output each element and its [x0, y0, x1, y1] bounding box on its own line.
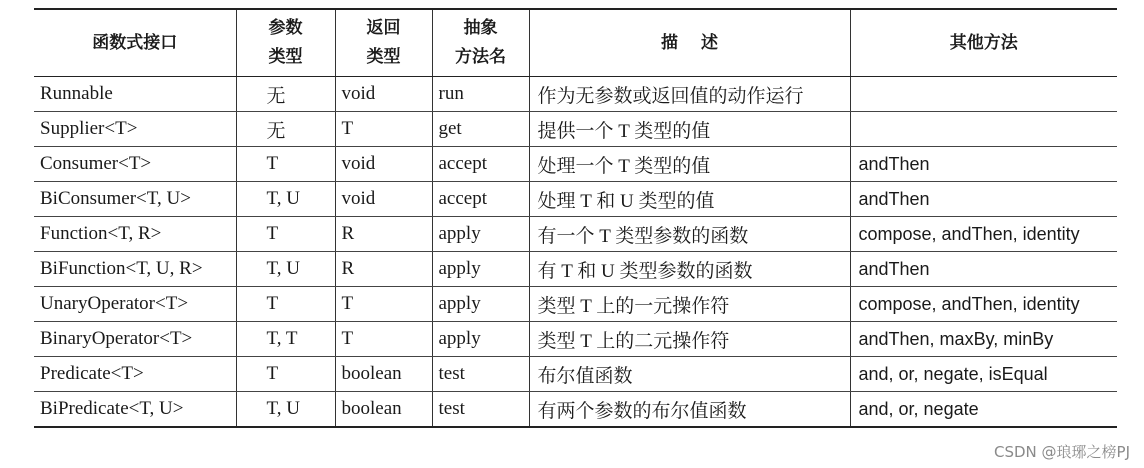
header-description: 描 述 — [529, 9, 850, 77]
table-row — [34, 287, 1117, 322]
functional-interfaces-table-container — [34, 8, 1117, 428]
cell-interface: BiFunction<T, U, R> — [34, 252, 236, 287]
cell-params: T — [236, 217, 335, 252]
cell-other: andThen — [850, 182, 1117, 217]
cell-interface: Predicate<T> — [34, 357, 236, 392]
cell-params: T — [236, 287, 335, 322]
cell-method: apply — [432, 252, 529, 287]
header-return-type: 返回 类型 — [335, 9, 432, 77]
table-row — [34, 147, 1117, 182]
cell-interface: BiPredicate<T, U> — [34, 392, 236, 428]
cell-method: apply — [432, 217, 529, 252]
cell-interface: UnaryOperator<T> — [34, 287, 236, 322]
table-row — [34, 322, 1117, 357]
table-row — [34, 357, 1117, 392]
cell-return: T — [335, 287, 432, 322]
cell-params: T, U — [236, 252, 335, 287]
header-abstract-method: 抽象 方法名 — [432, 9, 529, 77]
header-interface: 函数式接口 — [34, 9, 236, 77]
functional-interfaces-table — [34, 8, 1117, 428]
cell-method: get — [432, 112, 529, 147]
cell-return: void — [335, 182, 432, 217]
cell-other: andThen — [850, 147, 1117, 182]
table-row — [34, 77, 1117, 112]
cell-description: 有 T 和 U 类型参数的函数 — [529, 252, 850, 287]
cell-return: void — [335, 147, 432, 182]
cell-other: and, or, negate, isEqual — [850, 357, 1117, 392]
cell-description: 处理一个 T 类型的值 — [529, 147, 850, 182]
cell-method: test — [432, 392, 529, 428]
cell-description: 布尔值函数 — [529, 357, 850, 392]
cell-params: T, U — [236, 182, 335, 217]
cell-return: boolean — [335, 392, 432, 428]
cell-params: T, T — [236, 322, 335, 357]
cell-description: 有一个 T 类型参数的函数 — [529, 217, 850, 252]
table-row — [34, 112, 1117, 147]
cell-description: 作为无参数或返回值的动作运行 — [529, 77, 850, 112]
cell-other: andThen — [850, 252, 1117, 287]
cell-method: apply — [432, 322, 529, 357]
cell-description: 提供一个 T 类型的值 — [529, 112, 850, 147]
cell-other: compose, andThen, identity — [850, 217, 1117, 252]
cell-other: andThen, maxBy, minBy — [850, 322, 1117, 357]
table-row — [34, 217, 1117, 252]
header-param-type: 参数 类型 — [236, 9, 335, 77]
cell-return: T — [335, 322, 432, 357]
header-other-methods: 其他方法 — [850, 9, 1117, 77]
cell-params: 无 — [236, 112, 335, 147]
header-row — [34, 9, 1117, 77]
table-row — [34, 252, 1117, 287]
cell-other: and, or, negate — [850, 392, 1117, 428]
cell-method: test — [432, 357, 529, 392]
cell-params: T, U — [236, 392, 335, 428]
cell-description: 有两个参数的布尔值函数 — [529, 392, 850, 428]
cell-description: 处理 T 和 U 类型的值 — [529, 182, 850, 217]
cell-description: 类型 T 上的二元操作符 — [529, 322, 850, 357]
cell-other: compose, andThen, identity — [850, 287, 1117, 322]
cell-interface: Supplier<T> — [34, 112, 236, 147]
cell-method: accept — [432, 147, 529, 182]
cell-other — [850, 77, 1117, 112]
cell-interface: Consumer<T> — [34, 147, 236, 182]
table-header — [34, 9, 1117, 77]
cell-interface: BiConsumer<T, U> — [34, 182, 236, 217]
csdn-watermark: CSDN @琅琊之榜PJ — [993, 443, 1130, 461]
cell-return: boolean — [335, 357, 432, 392]
cell-method: run — [432, 77, 529, 112]
cell-return: R — [335, 252, 432, 287]
cell-method: accept — [432, 182, 529, 217]
cell-description: 类型 T 上的一元操作符 — [529, 287, 850, 322]
cell-interface: BinaryOperator<T> — [34, 322, 236, 357]
table-body — [34, 77, 1117, 428]
cell-params: T — [236, 357, 335, 392]
cell-params: T — [236, 147, 335, 182]
cell-method: apply — [432, 287, 529, 322]
cell-return: T — [335, 112, 432, 147]
table-row — [34, 182, 1117, 217]
table-row — [34, 392, 1117, 428]
cell-other — [850, 112, 1117, 147]
cell-return: void — [335, 77, 432, 112]
cell-interface: Function<T, R> — [34, 217, 236, 252]
cell-return: R — [335, 217, 432, 252]
cell-interface: Runnable — [34, 77, 236, 112]
cell-params: 无 — [236, 77, 335, 112]
